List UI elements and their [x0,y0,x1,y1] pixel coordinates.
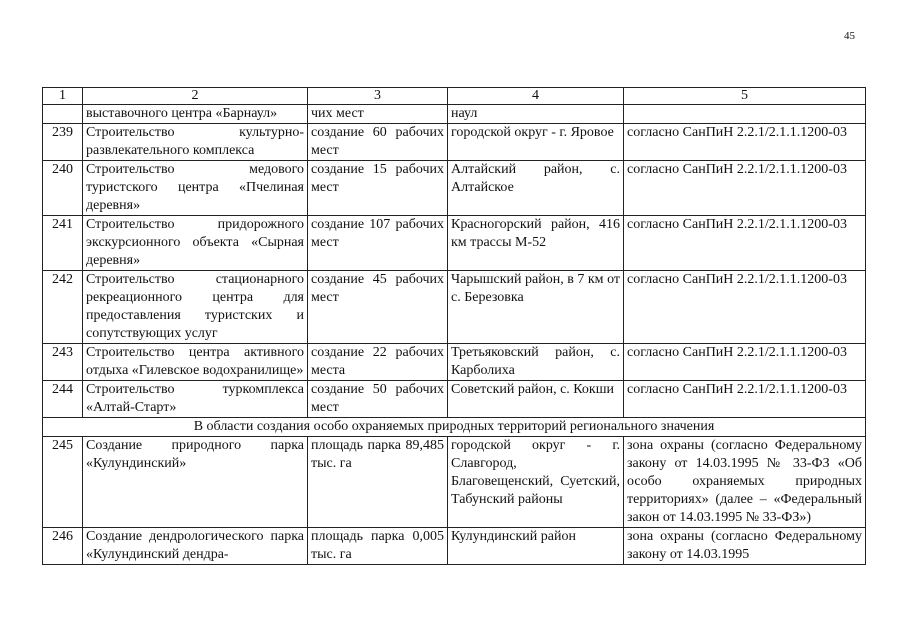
column-number: 4 [448,88,624,105]
column-number: 5 [624,88,866,105]
column-number-row [43,88,866,105]
object-location: Чарышский район, в 7 км от с. Березовка [448,271,624,344]
row-number: 240 [43,161,83,216]
object-capacity: площадь парка 89,485 тыс. га [308,437,448,528]
object-location: Красногорский район, 416 км трассы М-52 [448,216,624,271]
object-location: городской округ - г. Славгород, Благовещенский, Суетский, Табунский районы [448,437,624,528]
object-name: Строительство культурно-развлекательного комплекса [83,124,308,161]
object-name: Создание природного парка «Кулундинский» [83,437,308,528]
continuation-row [43,105,866,124]
row-number: 239 [43,124,83,161]
object-location: городской округ - г. Яровое [448,124,624,161]
objects-table [42,87,866,565]
restriction-zone: согласно СанПиН 2.2.1/2.1.1.1200-03 [624,124,866,161]
object-location: Советский район, с. Кокши [448,381,624,418]
row-number: 246 [43,528,83,565]
restriction-zone: согласно СанПиН 2.2.1/2.1.1.1200-03 [624,344,866,381]
object-name: Строительство придорожного экскурсионного объекта «Сырная деревня» [83,216,308,271]
restriction-zone: согласно СанПиН 2.2.1/2.1.1.1200-03 [624,271,866,344]
restriction-zone: согласно СанПиН 2.2.1/2.1.1.1200-03 [624,381,866,418]
object-name: выставочного центра «Барнаул» [83,105,308,124]
table-row [43,124,866,161]
table-row [43,437,866,528]
column-number: 3 [308,88,448,105]
restriction-zone: зона охраны (согласно Федеральному закону от 14.03.1995 [624,528,866,565]
row-number: 243 [43,344,83,381]
object-name: Строительство центра активного отдыха «Гилевское водохранилище» [83,344,308,381]
table-row [43,161,866,216]
object-name: Создание дендрологического парка «Кулундинский дендра- [83,528,308,565]
object-location: Кулундинский район [448,528,624,565]
restriction-zone: зона охраны (согласно Федеральному закону от 14.03.1995 № 33-ФЗ «Об особо охраняемых природных территориях» (далее – «Федеральный закон от 14.03.1995 № 33-ФЗ») [624,437,866,528]
row-number: 244 [43,381,83,418]
object-name: Строительство стационарного рекреационного центра для предоставления туристских и сопутствующих услуг [83,271,308,344]
object-capacity: создание 45 рабочих мест [308,271,448,344]
object-capacity: создание 15 рабочих мест [308,161,448,216]
row-number: 245 [43,437,83,528]
object-location: Алтайский район, с. Алтайское [448,161,624,216]
object-capacity: создание 107 рабочих мест [308,216,448,271]
section-heading-row [43,418,866,437]
object-capacity: создание 22 рабочих места [308,344,448,381]
restriction-zone: согласно СанПиН 2.2.1/2.1.1.1200-03 [624,161,866,216]
table-row [43,271,866,344]
object-location: наул [448,105,624,124]
table-row [43,344,866,381]
row-number: 241 [43,216,83,271]
table-row [43,528,866,565]
row-number: 242 [43,271,83,344]
column-number: 1 [43,88,83,105]
object-capacity: создание 50 рабочих мест [308,381,448,418]
object-name: Строительство туркомплекса «Алтай-Старт» [83,381,308,418]
table-row [43,216,866,271]
table-row [43,381,866,418]
object-location: Третьяковский район, с. Карболиха [448,344,624,381]
object-name: Строительство медового туристского центра «Пчелиная деревня» [83,161,308,216]
row-number [43,105,83,124]
object-capacity: создание 60 рабочих мест [308,124,448,161]
column-number: 2 [83,88,308,105]
restriction-zone [624,105,866,124]
object-capacity: площадь парка 0,005 тыс. га [308,528,448,565]
object-capacity: чих мест [308,105,448,124]
page-number: 45 [844,30,855,42]
table-body [43,88,866,565]
section-heading: В области создания особо охраняемых природных территорий регионального значения [43,418,866,437]
restriction-zone: согласно СанПиН 2.2.1/2.1.1.1200-03 [624,216,866,271]
